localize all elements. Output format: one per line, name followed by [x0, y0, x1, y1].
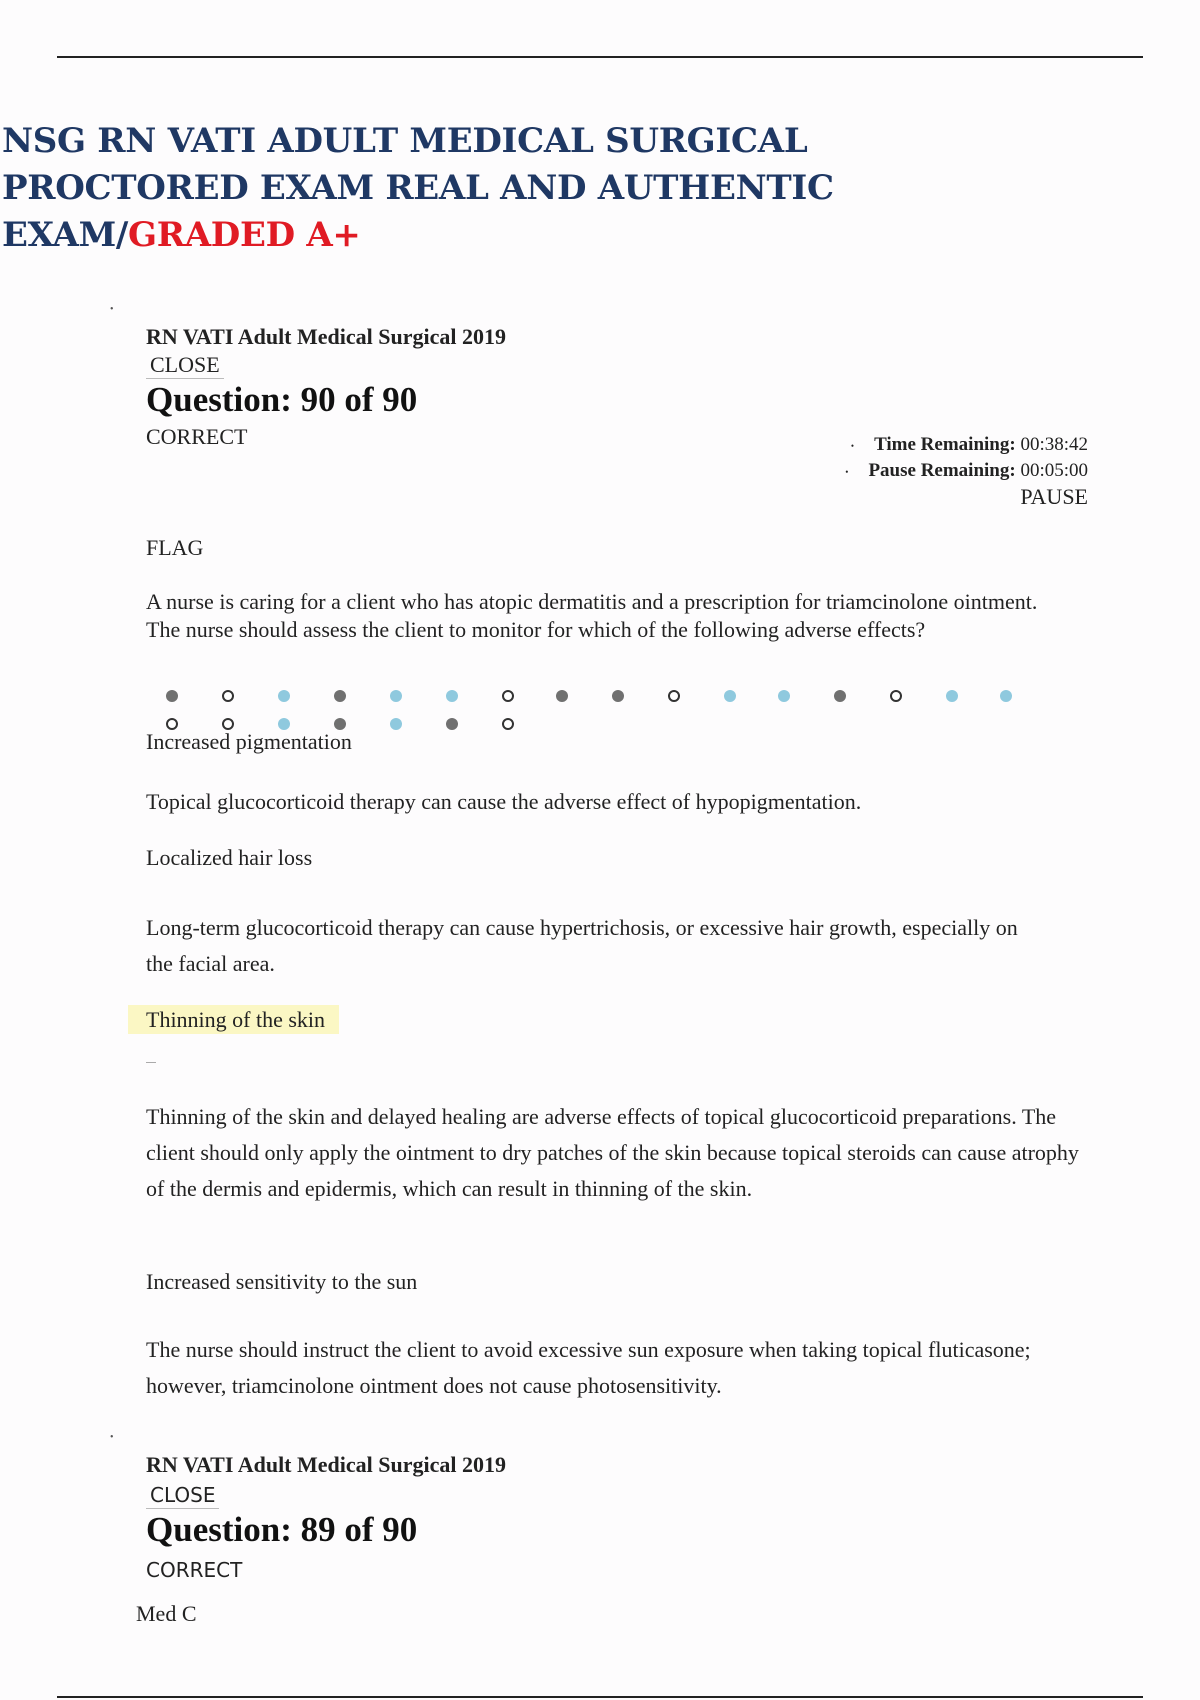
graded-label: GRADED A+ — [128, 215, 361, 255]
pause-remaining-value: 00:05:00 — [1020, 460, 1088, 481]
nav-dot[interactable] — [446, 690, 458, 702]
question-navigator — [160, 686, 1030, 726]
nav-dot[interactable] — [1000, 690, 1012, 702]
nav-dot[interactable] — [724, 690, 736, 702]
divider — [146, 1062, 156, 1063]
pause-button[interactable]: PAUSE — [1020, 484, 1088, 509]
top-rule — [57, 56, 1143, 58]
rationale-thinning-of-skin: Thinning of the skin and delayed healing are adverse effects of topical glucocorticoid preparations. The client should only apply the ointment to dry patches of the skin because topical steroids can cause atrophy of the dermis and epidermis, which can result in thinning of the skin. — [146, 1104, 1079, 1201]
nav-dot[interactable] — [946, 690, 958, 702]
course-title: RN VATI Adult Medical Surgical 2019 — [146, 324, 506, 349]
time-remaining-label: Time Remaining: — [874, 434, 1016, 455]
bottom-rule — [57, 1696, 1143, 1698]
nav-dot[interactable] — [668, 690, 680, 702]
bullet-icon: • — [845, 466, 849, 477]
nav-dot[interactable] — [890, 690, 902, 702]
nav-dot[interactable] — [166, 690, 178, 702]
nav-dot[interactable] — [502, 718, 514, 730]
nav-dot[interactable] — [446, 718, 458, 730]
flag-button[interactable]: FLAG — [146, 535, 204, 560]
rationale-increased-pigmentation: Topical glucocorticoid therapy can cause the adverse effect of hypopigmentation. — [146, 789, 862, 814]
nav-dot[interactable] — [334, 690, 346, 702]
course-title: RN VATI Adult Medical Surgical 2019 — [146, 1452, 506, 1477]
bullet-icon: • — [850, 440, 855, 451]
category-label: Med C — [136, 1601, 197, 1626]
close-button[interactable]: CLOSE — [146, 1482, 219, 1509]
nav-dot[interactable] — [834, 690, 846, 702]
document-title-main: NSG RN VATI ADULT MEDICAL SURGICAL PROCTORED EXAM REAL AND AUTHENTIC EXAM/ — [2, 121, 834, 255]
rationale-localized-hair-loss: Long-term glucocorticoid therapy can cause hypertrichosis, or excessive hair growth, especially on the facial area. — [146, 915, 1018, 976]
bullet-marker: • — [110, 304, 114, 315]
rationale-sun-sensitivity: The nurse should instruct the client to avoid excessive sun exposure when taking topical fluticasone; however, triamcinolone ointment does not cause photosensitivity. — [146, 1337, 1031, 1398]
pause-remaining — [845, 460, 1088, 482]
option-sun-sensitivity[interactable]: Increased sensitivity to the sun — [146, 1269, 418, 1294]
status-badge: CORRECT — [146, 424, 248, 449]
question-number: Question: 90 of 90 — [146, 380, 418, 419]
nav-dot[interactable] — [222, 690, 234, 702]
nav-dot[interactable] — [556, 690, 568, 702]
nav-dot[interactable] — [778, 690, 790, 702]
nav-dot[interactable] — [612, 690, 624, 702]
option-localized-hair-loss[interactable]: Localized hair loss — [146, 845, 313, 870]
document-title — [2, 118, 1002, 259]
bullet-marker: • — [110, 1432, 114, 1443]
time-remaining — [851, 434, 1088, 456]
nav-dot[interactable] — [278, 690, 290, 702]
close-button[interactable]: CLOSE — [146, 352, 224, 379]
nav-dot[interactable] — [390, 718, 402, 730]
nav-dot[interactable] — [390, 690, 402, 702]
pause-remaining-label: Pause Remaining: — [868, 460, 1016, 481]
question-number: Question: 89 of 90 — [146, 1510, 418, 1549]
question-text: A nurse is caring for a client who has atopic dermatitis and a prescription for triamcinolone ointment. The nurse should assess the client to monitor for which of the following adverse effects? — [146, 589, 1038, 642]
option-thinning-of-skin[interactable] — [128, 1006, 339, 1034]
time-remaining-value: 00:38:42 — [1020, 434, 1088, 455]
nav-dot[interactable] — [502, 690, 514, 702]
option-thinning-of-skin-label: Thinning of the skin — [128, 1005, 339, 1034]
option-increased-pigmentation[interactable]: Increased pigmentation — [146, 729, 352, 754]
status-badge: CORRECT — [146, 1558, 243, 1582]
